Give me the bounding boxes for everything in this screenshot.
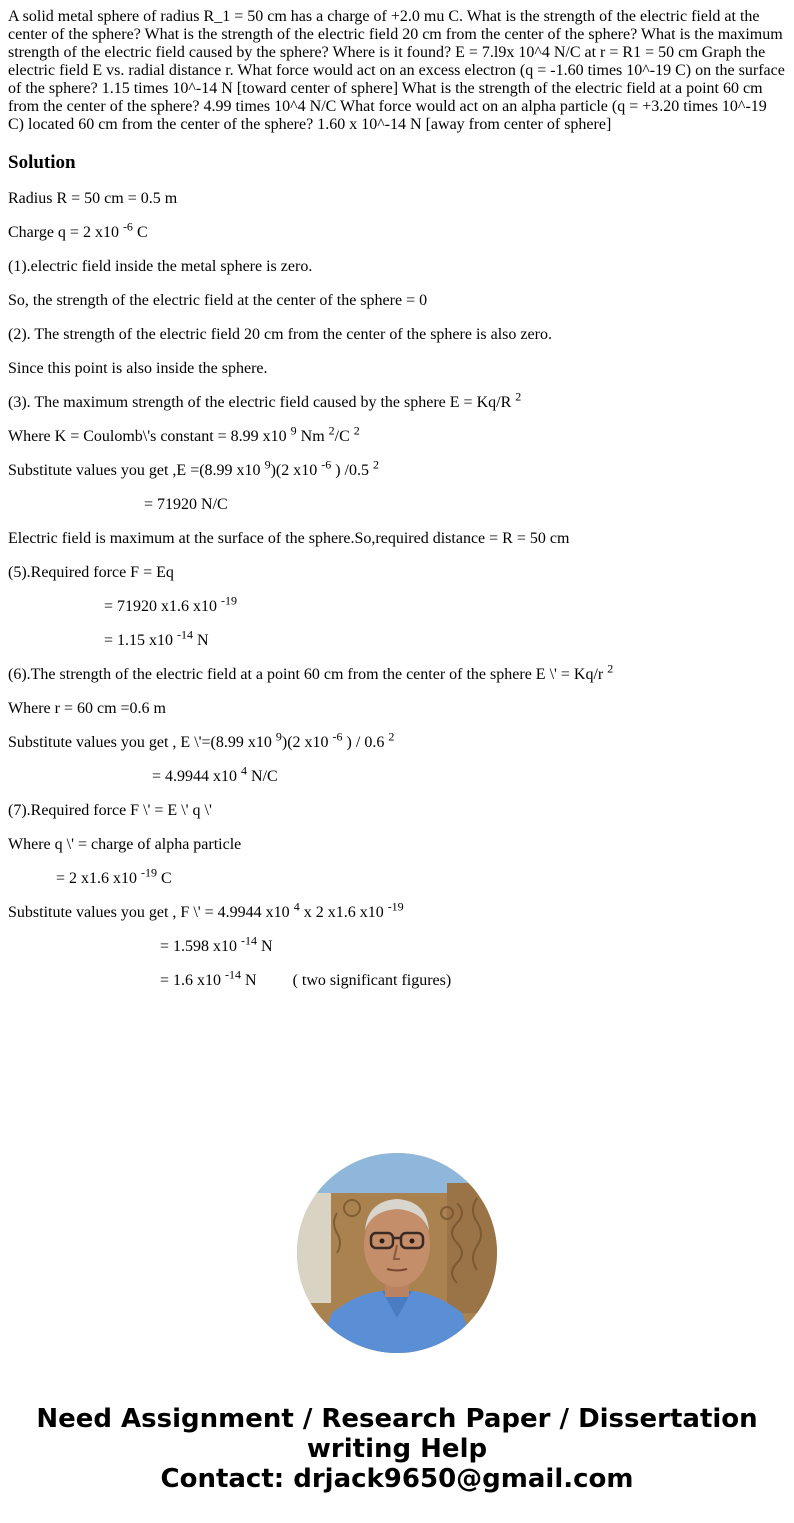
solution-body xyxy=(8,190,786,990)
solution-line: = 1.15 x10 $^{-14}$ N xyxy=(8,627,209,649)
solution-line: (5).Required force F = Eq xyxy=(8,564,174,581)
promo-line-1: Need Assignment / Research Paper / Dissertation xyxy=(36,1404,758,1434)
solution-line: Substitute values you get ,E =(8.99 x10 $^9$)(2 x10 $^{-6}$ ) /0.5 $^2$ xyxy=(8,457,379,479)
solution-line: = 1.598 x10 $^{-14}$ N xyxy=(8,933,273,955)
solution-line: Substitute values you get , E \'=(8.99 x10 $^9$)(2 x10 $^{-6}$ ) / 0.6 $^2$ xyxy=(8,729,395,751)
solution-line: (7).Required force F \' = E \' q \' xyxy=(8,802,212,819)
solution-line: Where K = Coulomb\'s constant = 8.99 x10 $^9$ Nm $^2$/C $^2$ xyxy=(8,423,360,445)
promo-contact: Contact: drjack9650@gmail.com xyxy=(160,1464,634,1494)
solution-line: (2). The strength of the electric field 20 cm from the center of the sphere is also zero. xyxy=(8,326,552,343)
solution-line: = 2 x1.6 x10 $^{-19}$ C xyxy=(8,865,172,887)
solution-line: Where q \' = charge of alpha particle xyxy=(8,836,242,853)
solution-line: Charge q = 2 x10 $^{-6}$ C xyxy=(8,219,148,241)
solution-line: Radius R = 50 cm = 0.5 m xyxy=(8,190,178,207)
solution-line: = 4.9944 x10 $^4$ N/C xyxy=(8,763,278,785)
author-photo xyxy=(297,1153,497,1353)
portrait-illustration xyxy=(297,1153,497,1353)
solution-line: = 1.6 x10 $^{-14}$ N ( two significant figures) xyxy=(8,967,452,989)
solution-line: (3). The maximum strength of the electric field caused by the sphere E = Kq/R $^2$ xyxy=(8,389,522,411)
solution-heading: Solution xyxy=(8,152,76,173)
solution-line: So, the strength of the electric field at the center of the sphere = 0 xyxy=(8,292,428,309)
promo-line-2: writing Help xyxy=(306,1434,488,1464)
question-text: A solid metal sphere of radius R_1 = 50 cm has a charge of +2.0 mu C. What is the strength of the electric field at the center of the sphere? What is the strength of the electric field 20 cm from the center of the sphere? What is the maximum strength of the electric field caused by the sphere? Where is it found? E = 7.l9x 10^4 N/C at r = R1 = 50 cm Graph the electric field E vs. radial distance r. What force would act on an excess electron (q = -1.60 times 10^-19 C) on the surface of the sphere? 1.15 times 10^-14 N [toward center of sphere] What is the strength of the electric field at a point 60 cm from the center of the sphere? 4.99 times 10^4 N/C What force would act on an alpha particle (q = +3.20 times 10^-19 C) located 60 cm from the center of the sphere? 1.60 x 10^-14 N [away from center of sphere] xyxy=(8,8,785,133)
solution-line: Substitute values you get , F \' = 4.9944 x10 $^4$ x 2 x1.6 x10 $^{-19}$ xyxy=(8,899,404,921)
solution-line: (6).The strength of the electric field at a point 60 cm from the center of the sphere E \' = Kq/r $^2$ xyxy=(8,661,614,683)
solution-line: Since this point is also inside the sphere. xyxy=(8,360,268,377)
solution-line: = 71920 x1.6 x10 $^{-19}$ xyxy=(8,593,238,615)
promo-banner xyxy=(0,1404,794,1494)
solution-line: Where r = 60 cm =0.6 m xyxy=(8,700,166,717)
solution-line: Electric field is maximum at the surface of the sphere.So,required distance = R = 50 cm xyxy=(8,530,570,547)
solution-line: (1).electric field inside the metal sphere is zero. xyxy=(8,258,313,275)
solution-line: = 71920 N/C xyxy=(8,496,228,513)
